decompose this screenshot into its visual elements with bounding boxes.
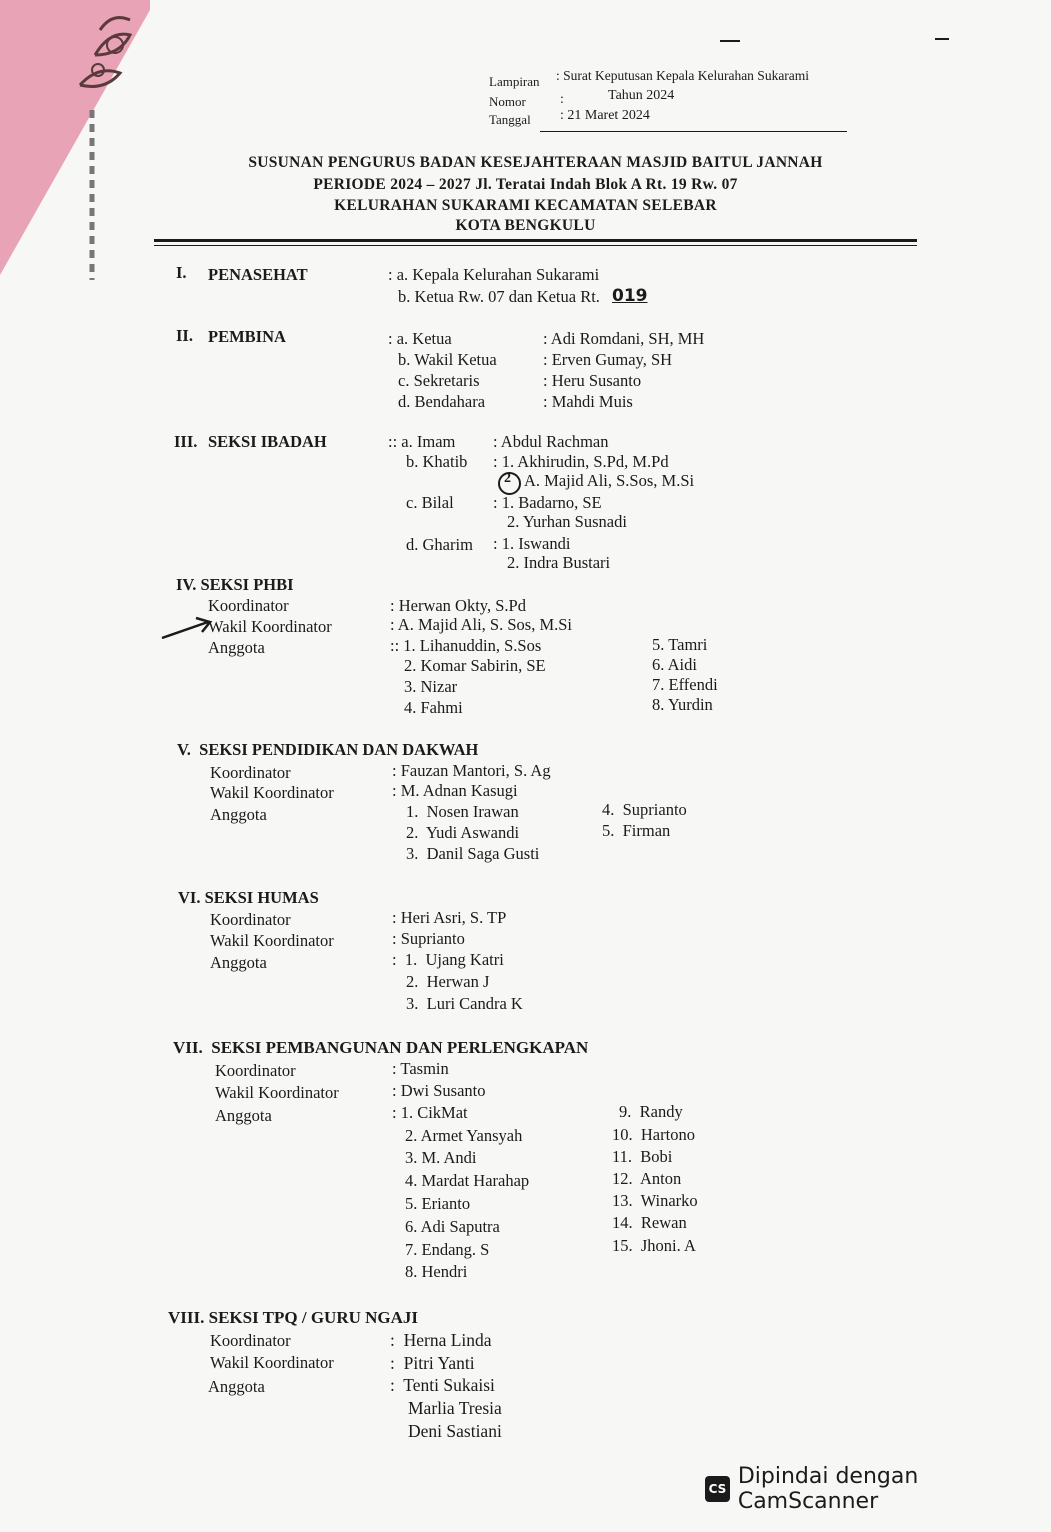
lampiran-value: : Surat Keputusan Kepala Kelurahan Sukarami	[556, 68, 810, 83]
pendidikan-member: 1. Nosen Irawan	[406, 802, 519, 821]
humas-wakil: : Suprianto	[392, 929, 465, 948]
pembina-name: : Mahdi Muis	[543, 392, 633, 411]
pembangunan-member: 10. Hartono	[612, 1125, 695, 1144]
phbi-member: :: 1. Lihanuddin, S.Sos	[390, 636, 542, 655]
penasehat-rt-handwritten: 019	[612, 286, 648, 306]
pembangunan-member: 5. Erianto	[405, 1194, 471, 1213]
section-3-number: III.	[174, 432, 198, 451]
pendidikan-koordinator-label: Koordinator	[210, 763, 291, 782]
bilal-role: c. Bilal	[406, 493, 454, 512]
tahun: Tahun 2024	[608, 88, 675, 103]
humas-koordinator-label: Koordinator	[210, 910, 291, 929]
pembangunan-member: 11. Bobi	[612, 1147, 673, 1166]
pembangunan-member: 8. Hendri	[405, 1262, 468, 1281]
pembangunan-member: 4. Mardat Harahap	[405, 1171, 530, 1190]
pembangunan-member: 3. M. Andi	[405, 1148, 477, 1167]
tanggal-value: : 21 Maret 2024	[560, 108, 650, 123]
pembina-name: : Adi Romdani, SH, MH	[543, 329, 705, 348]
lampiran-label: Lampiran	[489, 74, 540, 89]
pembangunan-wakil-label: Wakil Koordinator	[215, 1083, 339, 1102]
tpq-anggota-label: Anggota	[208, 1377, 265, 1396]
tpq-wakil-label: Wakil Koordinator	[210, 1353, 334, 1372]
header-underline	[540, 131, 847, 132]
camscanner-logo-icon: CS	[705, 1476, 730, 1502]
pembangunan-member: : 1. CikMat	[392, 1103, 468, 1122]
section-7-title: VII. SEKSI PEMBANGUNAN DAN PERLENGKAPAN	[173, 1038, 589, 1057]
tpq-member: : Tenti Sukaisi	[390, 1375, 495, 1395]
pembina-role: : a. Ketua	[388, 329, 452, 348]
pendidikan-member: 2. Yudi Aswandi	[406, 823, 520, 842]
section-8-title: VIII. SEKSI TPQ / GURU NGAJI	[168, 1308, 419, 1327]
pembina-role: b. Wakil Ketua	[398, 350, 497, 369]
pembangunan-member: 2. Armet Yansyah	[405, 1126, 523, 1145]
khatib-role: b. Khatib	[406, 452, 468, 471]
section-2-title: PEMBINA	[208, 327, 286, 346]
section-1-title: PENASEHAT	[208, 265, 308, 284]
circle-number: 2	[504, 471, 511, 486]
pembina-role: d. Bendahara	[398, 392, 486, 411]
humas-koordinator: : Heri Asri, S. TP	[392, 908, 507, 927]
pembangunan-member: 13. Winarko	[612, 1191, 698, 1210]
section-2-number: II.	[176, 326, 193, 345]
imam-role: :: a. Imam	[388, 432, 456, 451]
top-mark	[720, 40, 740, 42]
section-1-number: I.	[176, 263, 187, 282]
section-5-title: V. SEKSI PENDIDIKAN DAN DAKWAH	[177, 740, 479, 759]
humas-anggota-label: Anggota	[210, 953, 267, 972]
tanggal-label: Tanggal	[489, 112, 531, 127]
gharim-role: d. Gharim	[406, 535, 473, 554]
tpq-wakil: : Pitri Yanti	[390, 1353, 475, 1373]
tpq-member: Marlia Tresia	[408, 1398, 502, 1418]
corner-decoration	[0, 0, 160, 280]
pembangunan-koordinator-label: Koordinator	[215, 1061, 296, 1080]
nomor-separator: :	[560, 92, 564, 107]
phbi-member: 8. Yurdin	[652, 695, 713, 714]
phbi-wakil: : A. Majid Ali, S. Sos, M.Si	[390, 615, 573, 634]
gharim-name-2: 2. Indra Bustari	[507, 553, 611, 572]
pendidikan-koordinator: : Fauzan Mantori, S. Ag	[392, 761, 551, 780]
section-3-title: SEKSI IBADAH	[208, 432, 327, 451]
tpq-koordinator-label: Koordinator	[210, 1331, 291, 1350]
pembangunan-member: 15. Jhoni. A	[612, 1236, 696, 1255]
pembangunan-wakil: : Dwi Susanto	[392, 1081, 486, 1100]
phbi-member: 6. Aidi	[652, 655, 697, 674]
camscanner-text: Dipindai dengan CamScanner	[737, 1464, 919, 1514]
tpq-member: Deni Sastiani	[408, 1421, 502, 1441]
humas-wakil-label: Wakil Koordinator	[210, 931, 334, 950]
humas-member: 3. Luri Candra K	[406, 994, 523, 1013]
phbi-member: 4. Fahmi	[404, 698, 463, 717]
phbi-member: 7. Effendi	[652, 675, 718, 694]
bilal-name-1: : 1. Badarno, SE	[493, 493, 602, 512]
phbi-wakil-label: Wakil Koordinator	[208, 617, 332, 636]
pembina-name: : Heru Susanto	[543, 371, 642, 390]
imam-name: : Abdul Rachman	[493, 432, 609, 451]
pembangunan-member: 6. Adi Saputra	[405, 1217, 500, 1236]
nomor-label: Nomor	[489, 94, 526, 109]
phbi-anggota-label: Anggota	[208, 638, 265, 657]
pembina-name: : Erven Gumay, SH	[543, 350, 673, 369]
khatib-name-2: A. Majid Ali, S.Sos, M.Si	[524, 471, 695, 490]
pembangunan-member: 9. Randy	[619, 1102, 683, 1121]
penasehat-a: : a. Kepala Kelurahan Sukarami	[388, 265, 600, 284]
title-line-4: KOTA BENGKULU	[455, 217, 596, 234]
gharim-name-1: : 1. Iswandi	[493, 534, 571, 553]
phbi-koordinator-label: Koordinator	[208, 596, 289, 615]
pembangunan-member: 14. Rewan	[612, 1213, 687, 1232]
pendidikan-wakil: : M. Adnan Kasugi	[392, 781, 518, 800]
pendidikan-anggota-label: Anggota	[210, 805, 267, 824]
humas-member: : 1. Ujang Katri	[392, 950, 504, 969]
khatib-name-1: : 1. Akhirudin, S.Pd, M.Pd	[493, 452, 669, 471]
title-line-2: PERIODE 2024 – 2027 Jl. Teratai Indah Blok A Rt. 19 Rw. 07	[313, 176, 738, 193]
pendidikan-member: 4. Suprianto	[602, 800, 687, 819]
title-double-rule-thin	[154, 245, 917, 246]
phbi-member: 2. Komar Sabirin, SE	[404, 656, 546, 675]
phbi-member: 3. Nizar	[404, 677, 458, 696]
penasehat-b: b. Ketua Rw. 07 dan Ketua Rt.	[398, 287, 600, 306]
section-6-title: VI. SEKSI HUMAS	[178, 888, 319, 907]
pembangunan-anggota-label: Anggota	[215, 1106, 272, 1125]
pendidikan-member: 5. Firman	[602, 821, 671, 840]
pembangunan-member: 12. Anton	[612, 1169, 682, 1188]
humas-member: 2. Herwan J	[406, 972, 490, 991]
top-mark-right	[935, 38, 949, 40]
phbi-koordinator: : Herwan Okty, S.Pd	[390, 596, 526, 615]
tpq-koordinator: : Herna Linda	[390, 1330, 492, 1350]
phbi-member: 5. Tamri	[652, 635, 708, 654]
title-double-rule	[154, 239, 917, 242]
section-4-title: IV. SEKSI PHBI	[176, 575, 294, 594]
pendidikan-wakil-label: Wakil Koordinator	[210, 783, 334, 802]
pendidikan-member: 3. Danil Saga Gusti	[406, 844, 540, 863]
camscanner-watermark	[705, 1464, 1051, 1514]
title-line-1: SUSUNAN PENGURUS BADAN KESEJAHTERAAN MASJID BAITUL JANNAH	[248, 154, 823, 171]
title-line-3: KELURAHAN SUKARAMI KECAMATAN SELEBAR	[334, 197, 717, 214]
pembina-role: c. Sekretaris	[398, 371, 480, 390]
pembangunan-member: 7. Endang. S	[405, 1240, 490, 1259]
bilal-name-2: 2. Yurhan Susnadi	[507, 512, 627, 531]
pembangunan-koordinator: : Tasmin	[392, 1059, 449, 1078]
